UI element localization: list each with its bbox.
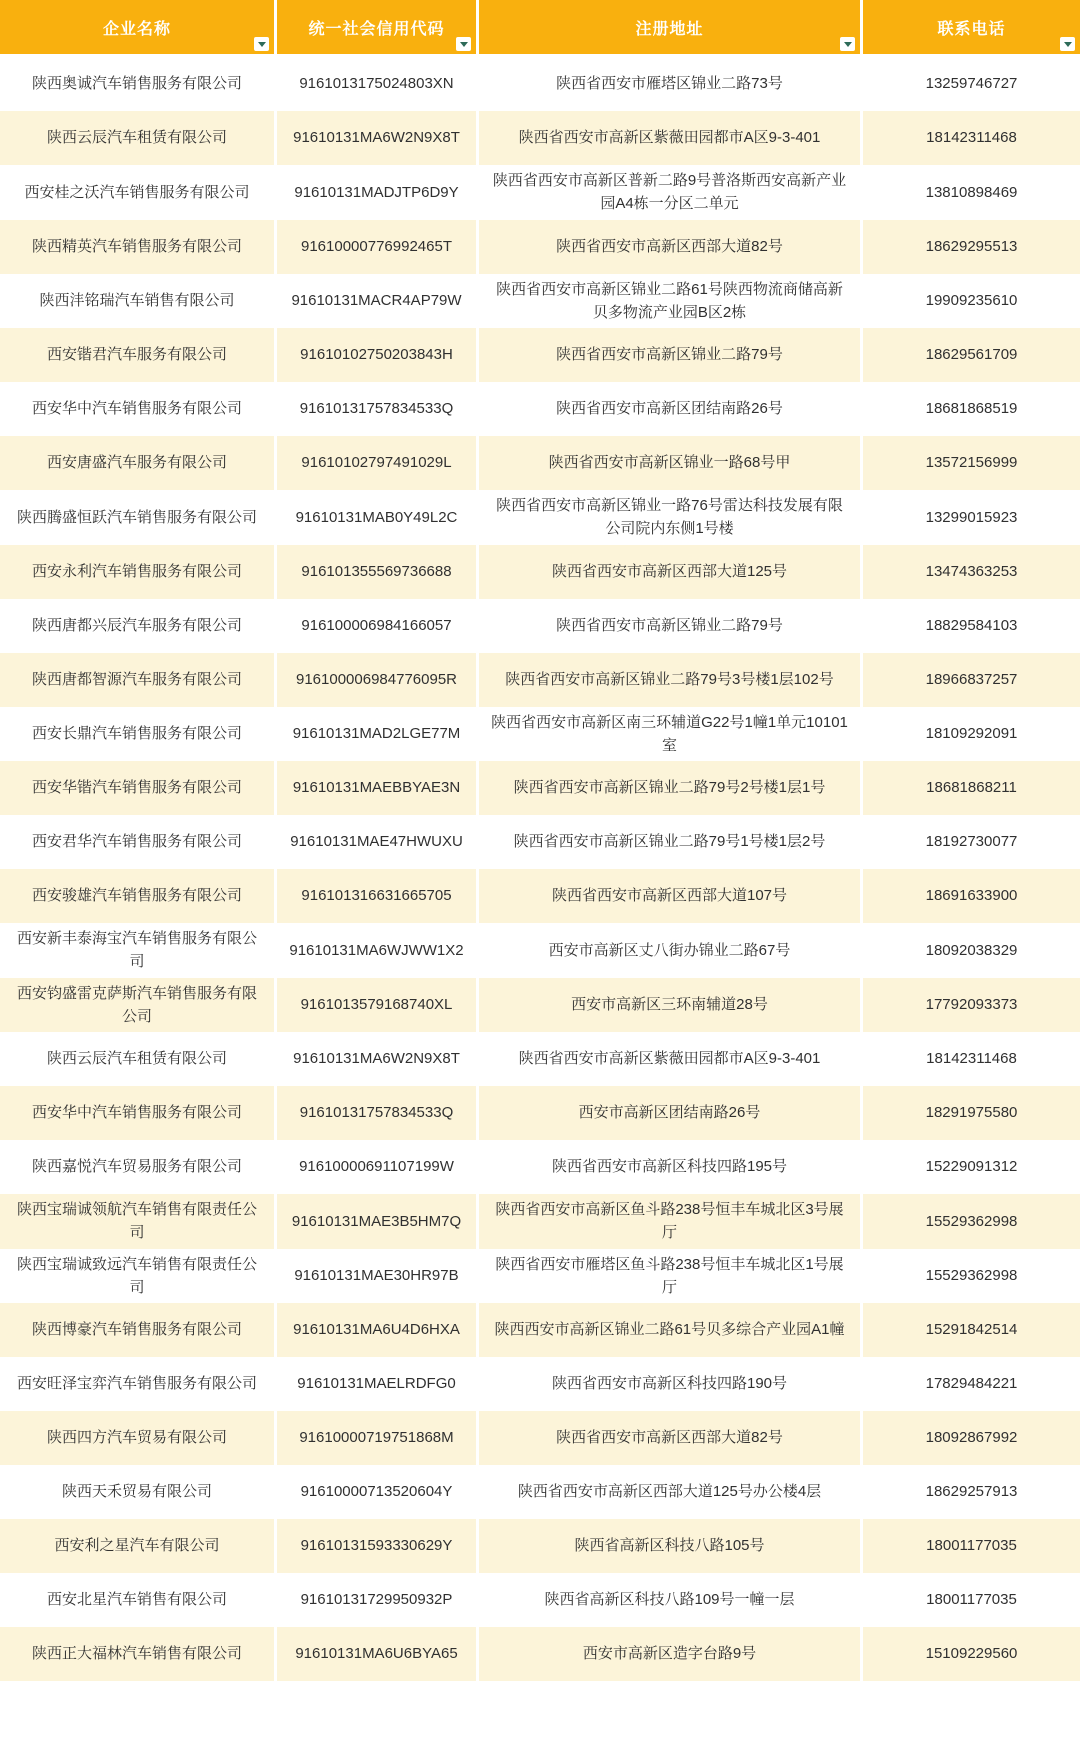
- address-cell: 陕西省西安市高新区西部大道82号: [479, 1411, 863, 1465]
- address-cell: 陕西省高新区科技八路109号一幢一层: [479, 1573, 863, 1627]
- address-cell: 陕西省西安市雁塔区锦业二路73号: [479, 57, 863, 111]
- address-cell: 陕西省西安市高新区锦业二路61号陕西物流商储高新贝多物流产业园B区2栋: [479, 274, 863, 329]
- phone-cell: 18109292091: [863, 707, 1080, 762]
- table-row: [0, 707, 1080, 762]
- filter-dropdown-icon[interactable]: [254, 37, 269, 51]
- phone-cell: 18681868211: [863, 761, 1080, 815]
- phone-cell: 18629295513: [863, 220, 1080, 274]
- credit-code-cell: 91610000719751868M: [277, 1411, 479, 1465]
- phone-cell: 15229091312: [863, 1140, 1080, 1194]
- table-row: [0, 328, 1080, 382]
- address-cell: 陕西西安市高新区锦业二路61号贝多综合产业园A1幢: [479, 1303, 863, 1357]
- phone-cell: 15529362998: [863, 1249, 1080, 1304]
- address-cell: 陕西省西安市高新区锦业二路79号: [479, 599, 863, 653]
- credit-code-cell: 91610000776992465T: [277, 220, 479, 274]
- address-cell: 陕西省西安市高新区科技四路190号: [479, 1357, 863, 1411]
- table-body: [0, 57, 1080, 1681]
- table-row: [0, 382, 1080, 436]
- company-name-cell: 陕西唐都智源汽车服务有限公司: [0, 653, 277, 707]
- phone-cell: 15291842514: [863, 1303, 1080, 1357]
- phone-cell: 18001177035: [863, 1573, 1080, 1627]
- triangle-down-icon: [258, 42, 266, 47]
- table-row: [0, 111, 1080, 165]
- credit-code-cell: 91610131MA6U4D6HXA: [277, 1303, 479, 1357]
- credit-code-cell: 91610131MA6U6BYA65: [277, 1627, 479, 1681]
- table-row: [0, 1194, 1080, 1249]
- table-row: [0, 978, 1080, 1033]
- address-cell: 陕西省西安市高新区西部大道125号办公楼4层: [479, 1465, 863, 1519]
- phone-cell: 18291975580: [863, 1086, 1080, 1140]
- credit-code-cell: 91610131MAB0Y49L2C: [277, 490, 479, 545]
- company-name-cell: 西安华锴汽车销售服务有限公司: [0, 761, 277, 815]
- phone-cell: 18629561709: [863, 328, 1080, 382]
- address-cell: 陕西省西安市高新区普新二路9号普洛斯西安高新产业园A4栋一分区二单元: [479, 165, 863, 220]
- credit-code-cell: 9161013175024803XN: [277, 57, 479, 111]
- company-name-cell: 陕西宝瑞诚领航汽车销售有限责任公司: [0, 1194, 277, 1249]
- address-cell: 陕西省西安市高新区锦业一路68号甲: [479, 436, 863, 490]
- credit-code-cell: 91610131757834533Q: [277, 1086, 479, 1140]
- phone-cell: 15529362998: [863, 1194, 1080, 1249]
- column-header-address-label: 注册地址: [635, 20, 704, 38]
- credit-code-cell: 91610102750203843H: [277, 328, 479, 382]
- header-row: [0, 0, 1080, 57]
- address-cell: 陕西省西安市高新区锦业二路79号: [479, 328, 863, 382]
- table-row: [0, 1249, 1080, 1304]
- column-header-phone: [863, 0, 1080, 57]
- company-name-cell: 陕西宝瑞诚致远汽车销售有限责任公司: [0, 1249, 277, 1304]
- table-row: [0, 1140, 1080, 1194]
- table-row: [0, 599, 1080, 653]
- credit-code-cell: 91610131MADJTP6D9Y: [277, 165, 479, 220]
- address-cell: 西安市高新区三环南辅道28号: [479, 978, 863, 1033]
- phone-cell: 19909235610: [863, 274, 1080, 329]
- table-row: [0, 545, 1080, 599]
- credit-code-cell: 916101316631665705: [277, 869, 479, 923]
- company-name-cell: 陕西沣铭瑞汽车销售有限公司: [0, 274, 277, 329]
- credit-code-cell: 916100006984776095R: [277, 653, 479, 707]
- phone-cell: 18829584103: [863, 599, 1080, 653]
- company-name-cell: 陕西唐都兴辰汽车服务有限公司: [0, 599, 277, 653]
- triangle-down-icon: [844, 42, 852, 47]
- table-row: [0, 1411, 1080, 1465]
- address-cell: 陕西省高新区科技八路105号: [479, 1519, 863, 1573]
- address-cell: 西安市高新区团结南路26号: [479, 1086, 863, 1140]
- phone-cell: 18966837257: [863, 653, 1080, 707]
- phone-cell: 15109229560: [863, 1627, 1080, 1681]
- company-name-cell: 西安旺泽宝弈汽车销售服务有限公司: [0, 1357, 277, 1411]
- address-cell: 陕西省西安市高新区锦业二路79号1号楼1层2号: [479, 815, 863, 869]
- address-cell: 陕西省西安市高新区团结南路26号: [479, 382, 863, 436]
- table-row: [0, 1627, 1080, 1681]
- phone-cell: 18691633900: [863, 869, 1080, 923]
- table-row: [0, 869, 1080, 923]
- table-row: [0, 274, 1080, 329]
- company-name-cell: 陕西天禾贸易有限公司: [0, 1465, 277, 1519]
- phone-cell: 18681868519: [863, 382, 1080, 436]
- company-name-cell: 陕西腾盛恒跃汽车销售服务有限公司: [0, 490, 277, 545]
- address-cell: 陕西省西安市高新区锦业二路79号2号楼1层1号: [479, 761, 863, 815]
- table-row: [0, 815, 1080, 869]
- company-name-cell: 西安北星汽车销售有限公司: [0, 1573, 277, 1627]
- phone-cell: 17792093373: [863, 978, 1080, 1033]
- company-name-cell: 陕西云辰汽车租赁有限公司: [0, 111, 277, 165]
- table-row: [0, 1032, 1080, 1086]
- address-cell: 陕西省西安市高新区西部大道82号: [479, 220, 863, 274]
- company-name-cell: 西安骏雄汽车销售服务有限公司: [0, 869, 277, 923]
- company-name-cell: 西安君华汽车销售服务有限公司: [0, 815, 277, 869]
- phone-cell: 18629257913: [863, 1465, 1080, 1519]
- phone-cell: 18142311468: [863, 1032, 1080, 1086]
- company-name-cell: 西安华中汽车销售服务有限公司: [0, 382, 277, 436]
- filter-dropdown-icon[interactable]: [1060, 37, 1075, 51]
- address-cell: 陕西省西安市高新区锦业一路76号雷达科技发展有限公司院内东侧1号楼: [479, 490, 863, 545]
- table-row: [0, 57, 1080, 111]
- address-cell: 陕西省西安市高新区紫薇田园都市A区9-3-401: [479, 111, 863, 165]
- table-row: [0, 653, 1080, 707]
- table-row: [0, 165, 1080, 220]
- address-cell: 陕西省西安市高新区西部大道125号: [479, 545, 863, 599]
- credit-code-cell: 916100006984166057: [277, 599, 479, 653]
- table-row: [0, 220, 1080, 274]
- table-row: [0, 1573, 1080, 1627]
- credit-code-cell: 91610131MA6WJWW1X2: [277, 923, 479, 978]
- phone-cell: 13299015923: [863, 490, 1080, 545]
- table-row: [0, 1465, 1080, 1519]
- company-name-cell: 陕西精英汽车销售服务有限公司: [0, 220, 277, 274]
- address-cell: 陕西省西安市高新区鱼斗路238号恒丰车城北区3号展厅: [479, 1194, 863, 1249]
- company-name-cell: 陕西正大福林汽车销售有限公司: [0, 1627, 277, 1681]
- credit-code-cell: 91610131MAD2LGE77M: [277, 707, 479, 762]
- credit-code-cell: 91610131729950932P: [277, 1573, 479, 1627]
- credit-code-cell: 91610131MAE30HR97B: [277, 1249, 479, 1304]
- company-name-cell: 陕西云辰汽车租赁有限公司: [0, 1032, 277, 1086]
- column-header-credit-code-label: 统一社会信用代码: [308, 20, 445, 38]
- phone-cell: 17829484221: [863, 1357, 1080, 1411]
- table-row: [0, 761, 1080, 815]
- phone-cell: 18192730077: [863, 815, 1080, 869]
- address-cell: 陕西省西安市高新区西部大道107号: [479, 869, 863, 923]
- phone-cell: 18142311468: [863, 111, 1080, 165]
- credit-code-cell: 91610131MA6W2N9X8T: [277, 1032, 479, 1086]
- address-cell: 西安市高新区丈八街办锦业二路67号: [479, 923, 863, 978]
- table-row: [0, 1303, 1080, 1357]
- column-header-credit-code: [277, 0, 479, 57]
- credit-code-cell: 91610131MAELRDFG0: [277, 1357, 479, 1411]
- address-cell: 陕西省西安市高新区锦业二路79号3号楼1层102号: [479, 653, 863, 707]
- credit-code-cell: 91610131MA6W2N9X8T: [277, 111, 479, 165]
- credit-code-cell: 91610131593330629Y: [277, 1519, 479, 1573]
- phone-cell: 18092867992: [863, 1411, 1080, 1465]
- company-name-cell: 陕西奥诚汽车销售服务有限公司: [0, 57, 277, 111]
- table-row: [0, 1086, 1080, 1140]
- column-header-address: [479, 0, 863, 57]
- company-name-cell: 西安唐盛汽车服务有限公司: [0, 436, 277, 490]
- company-name-cell: 陕西四方汽车贸易有限公司: [0, 1411, 277, 1465]
- address-cell: 陕西省西安市高新区科技四路195号: [479, 1140, 863, 1194]
- credit-code-cell: 91610102797491029L: [277, 436, 479, 490]
- triangle-down-icon: [460, 42, 468, 47]
- company-name-cell: 陕西博豪汽车销售服务有限公司: [0, 1303, 277, 1357]
- credit-code-cell: 91610131MACR4AP79W: [277, 274, 479, 329]
- triangle-down-icon: [1064, 42, 1072, 47]
- filter-dropdown-icon[interactable]: [840, 37, 855, 51]
- filter-dropdown-icon[interactable]: [456, 37, 471, 51]
- company-name-cell: 西安新丰泰海宝汽车销售服务有限公司: [0, 923, 277, 978]
- company-name-cell: 西安钧盛雷克萨斯汽车销售服务有限公司: [0, 978, 277, 1033]
- company-name-cell: 西安长鼎汽车销售服务有限公司: [0, 707, 277, 762]
- table-row: [0, 1519, 1080, 1573]
- credit-code-cell: 91610000691107199W: [277, 1140, 479, 1194]
- phone-cell: 18001177035: [863, 1519, 1080, 1573]
- credit-code-cell: 91610131MAEBBYAE3N: [277, 761, 479, 815]
- company-name-cell: 陕西嘉悦汽车贸易服务有限公司: [0, 1140, 277, 1194]
- company-name-cell: 西安利之星汽车有限公司: [0, 1519, 277, 1573]
- phone-cell: 18092038329: [863, 923, 1080, 978]
- column-header-company: [0, 0, 277, 57]
- phone-cell: 13474363253: [863, 545, 1080, 599]
- table-row: [0, 490, 1080, 545]
- credit-code-cell: 91610131MAE47HWUXU: [277, 815, 479, 869]
- table-row: [0, 923, 1080, 978]
- address-cell: 陕西省西安市雁塔区鱼斗路238号恒丰车城北区1号展厅: [479, 1249, 863, 1304]
- company-name-cell: 西安永利汽车销售服务有限公司: [0, 545, 277, 599]
- phone-cell: 13810898469: [863, 165, 1080, 220]
- credit-code-cell: 91610131MAE3B5HM7Q: [277, 1194, 479, 1249]
- company-name-cell: 西安锴君汽车服务有限公司: [0, 328, 277, 382]
- address-cell: 陕西省西安市高新区紫薇田园都市A区9-3-401: [479, 1032, 863, 1086]
- address-cell: 陕西省西安市高新区南三环辅道G22号1幢1单元10101室: [479, 707, 863, 762]
- column-header-phone-label: 联系电话: [937, 20, 1006, 38]
- company-name-cell: 西安桂之沃汽车销售服务有限公司: [0, 165, 277, 220]
- credit-code-cell: 91610000713520604Y: [277, 1465, 479, 1519]
- credit-code-cell: 916101355569736688: [277, 545, 479, 599]
- phone-cell: 13259746727: [863, 57, 1080, 111]
- table-row: [0, 436, 1080, 490]
- phone-cell: 13572156999: [863, 436, 1080, 490]
- table-row: [0, 1357, 1080, 1411]
- credit-code-cell: 9161013579168740XL: [277, 978, 479, 1033]
- address-cell: 西安市高新区造字台路9号: [479, 1627, 863, 1681]
- company-name-cell: 西安华中汽车销售服务有限公司: [0, 1086, 277, 1140]
- column-header-company-label: 企业名称: [102, 20, 171, 38]
- credit-code-cell: 91610131757834533Q: [277, 382, 479, 436]
